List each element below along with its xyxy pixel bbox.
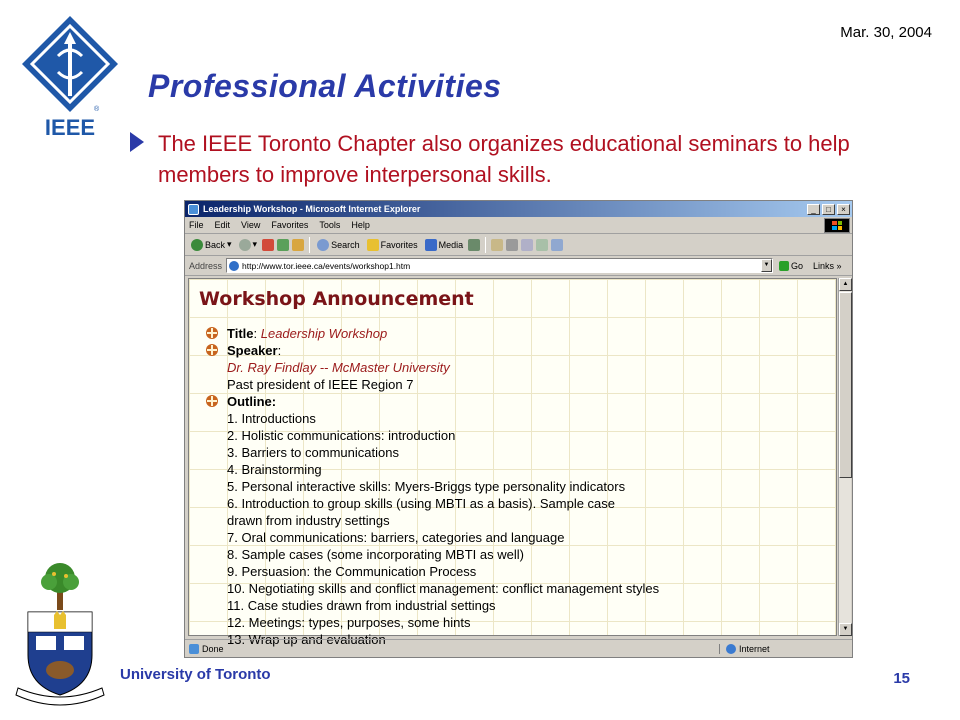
address-dropdown-icon[interactable]: ▼ (761, 259, 772, 272)
address-label: Address (189, 260, 223, 271)
minimize-button[interactable]: _ (807, 204, 820, 215)
outline-label: Outline: (227, 394, 277, 409)
outline-item: 2. Holistic communications: introduction (227, 428, 456, 443)
status-zone-text: Internet (739, 643, 770, 654)
bullet-cross-icon (206, 395, 218, 407)
back-dropdown-icon: ▾ (227, 239, 232, 249)
scroll-down-icon[interactable]: ▼ (839, 623, 852, 636)
scroll-thumb[interactable] (839, 292, 852, 478)
maximize-button[interactable]: □ (822, 204, 835, 215)
status-done (189, 644, 719, 654)
media-icon (425, 239, 437, 251)
outline-item: 10. Negotiating skills and conflict management: conflict management styles (227, 581, 660, 596)
bullet-text: The IEEE Toronto Chapter also organizes educational seminars to help members to improve interpersonal skills. (158, 131, 850, 187)
svg-text:IEEE: IEEE (44, 115, 96, 140)
outline-item: 5. Personal interactive skills: Myers-Briggs type personality indicators (227, 479, 626, 494)
slide-title: Professional Activities (148, 68, 502, 104)
go-arrow-icon (779, 261, 789, 271)
ie-page-icon (229, 261, 239, 271)
outline-item: 13. Wrap up and evaluation (227, 632, 386, 647)
status-done-text: Done (202, 643, 224, 654)
globe-icon (726, 644, 736, 654)
outline-item: drawn from industry settings (227, 513, 390, 528)
speaker-label: Speaker (227, 343, 278, 358)
menu-bar (185, 217, 852, 234)
page-number: 15 (893, 670, 910, 687)
list-item: Title: Leadership Workshop (206, 325, 826, 342)
bullet-arrow-icon (130, 132, 144, 152)
back-arrow-icon (191, 239, 203, 251)
outline-item: 1. Introductions (227, 411, 316, 426)
media-button[interactable] (423, 239, 466, 251)
refresh-icon[interactable] (277, 239, 289, 251)
outline-item: 11. Case studies drawn from industrial settings (227, 598, 496, 613)
speaker-name: Dr. Ray Findlay -- McMaster University (227, 360, 450, 375)
forward-button[interactable] (237, 239, 260, 251)
outline-item: 7. Oral communications: barriers, categories and language (227, 530, 565, 545)
forward-dropdown-icon: ▾ (252, 239, 258, 249)
outline-item: 6. Introduction to group skills (using MBTI as a basis). Sample case (227, 496, 616, 511)
menu-file[interactable]: File (189, 220, 204, 230)
discuss-icon[interactable] (536, 239, 548, 251)
messenger-icon[interactable] (551, 239, 563, 251)
page-heading: Workshop Announcement (199, 288, 474, 310)
favorites-label: Favorites (380, 239, 418, 250)
media-label: Media (438, 239, 464, 250)
search-button[interactable] (315, 239, 362, 251)
svg-text:®: ® (94, 106, 100, 113)
mail-icon[interactable] (491, 239, 503, 251)
menu-tools[interactable]: Tools (319, 220, 341, 230)
search-icon (317, 239, 329, 251)
print-icon[interactable] (506, 239, 518, 251)
list-item (206, 393, 826, 410)
outline-item: 12. Meetings: types, purposes, some hints (227, 615, 471, 630)
address-bar (185, 256, 852, 276)
slide-date: Mar. 30, 2004 (840, 24, 932, 41)
back-button[interactable] (189, 239, 234, 251)
outline-item: 4. Brainstorming (227, 462, 322, 477)
favorites-button[interactable] (365, 239, 420, 251)
ieee-logo (18, 14, 123, 139)
bullet-cross-icon (206, 344, 218, 356)
title-label: Title (227, 326, 254, 341)
announcement-list (206, 325, 826, 648)
browser-toolbar (185, 234, 852, 256)
windows-logo-icon (824, 218, 850, 233)
forward-arrow-icon (239, 239, 251, 251)
outline-item: 8. Sample cases (some incorporating MBTI as well) (227, 547, 524, 562)
title-value: Leadership Workshop (260, 326, 388, 341)
go-button[interactable] (779, 261, 803, 271)
page-done-icon (189, 644, 199, 654)
bullet-cross-icon (206, 327, 218, 339)
home-icon[interactable] (292, 239, 304, 251)
university-of-toronto-crest (14, 560, 106, 710)
toolbar-separator (485, 237, 486, 253)
address-input[interactable] (226, 258, 773, 273)
menu-edit[interactable]: Edit (214, 220, 231, 230)
menu-help[interactable]: Help (351, 220, 370, 230)
footer-organization: University of Toronto (120, 666, 271, 683)
go-label: Go (791, 260, 804, 271)
close-button[interactable]: × (837, 204, 850, 215)
status-zone (719, 644, 770, 654)
menu-favorites[interactable]: Favorites (271, 220, 309, 230)
address-url: http://www.tor.ieee.ca/events/workshop1.htm (242, 260, 411, 271)
toolbar-separator (309, 237, 310, 253)
ie-page-icon (188, 204, 199, 215)
list-item: Speaker: (206, 342, 826, 359)
speaker-role: Past president of IEEE Region 7 (227, 377, 414, 392)
status-bar (185, 639, 852, 657)
outline-item: 3. Barriers to communications (227, 445, 399, 460)
scroll-up-icon[interactable]: ▲ (839, 278, 852, 291)
bullet-point (130, 128, 930, 190)
favorites-star-icon (367, 239, 379, 251)
outline-item: 9. Persuasion: the Communication Process (227, 564, 477, 579)
vertical-scrollbar[interactable] (838, 278, 851, 636)
browser-titlebar[interactable] (185, 201, 852, 217)
browser-window-title: Leadership Workshop - Microsoft Internet Explorer (203, 204, 421, 214)
menu-view[interactable]: View (241, 220, 261, 230)
browser-window (184, 200, 853, 658)
page-content (188, 278, 837, 647)
history-icon[interactable] (468, 239, 480, 251)
edit-icon[interactable] (521, 239, 533, 251)
links-button[interactable]: Links » (813, 260, 842, 271)
stop-icon[interactable] (262, 239, 274, 251)
search-label: Search (331, 239, 360, 250)
back-label: Back (205, 239, 226, 250)
